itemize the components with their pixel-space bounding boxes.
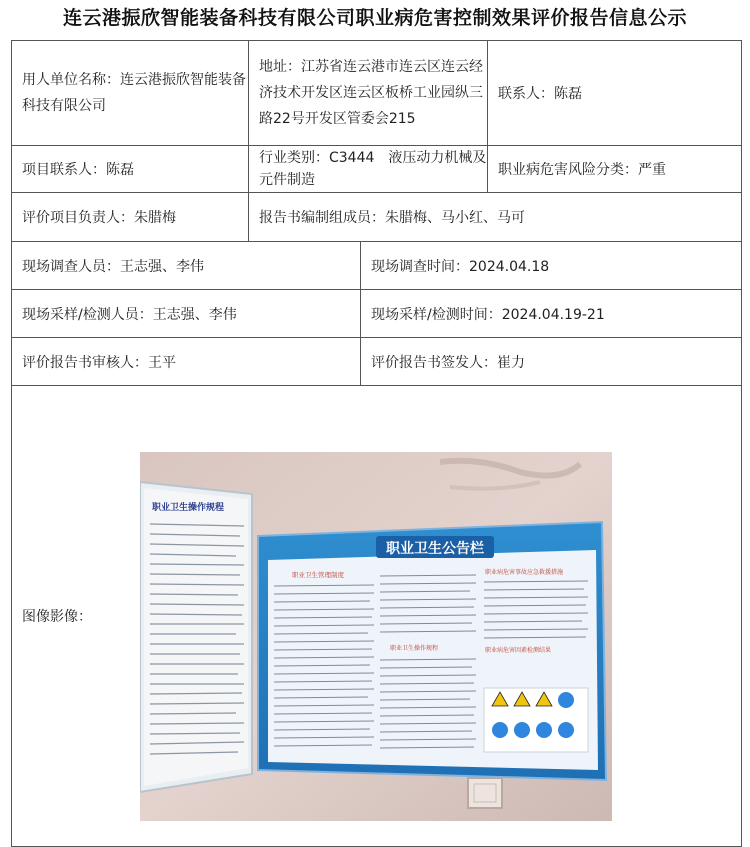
- survey-time: 现场调查时间：2024.04.18: [371, 258, 550, 275]
- right-board-title: 职业卫生公告栏: [386, 541, 484, 557]
- sampling-staff: 现场采样/检测人员：王志强、李伟: [22, 306, 237, 323]
- industry: 行业类别：C3444 液压动力机械及元件制造: [259, 150, 487, 188]
- issuer-cell: [361, 338, 742, 386]
- wall-outlet: [468, 778, 502, 808]
- safety-signs: [484, 688, 588, 752]
- photo-svg: [140, 452, 612, 821]
- project-contact: 项目联系人：陈磊: [22, 162, 134, 178]
- survey-staff: 现场调查人员：王志强、李伟: [22, 258, 204, 275]
- contact-cell: [488, 41, 742, 146]
- right-board: [258, 522, 606, 780]
- reviewer-cell: [12, 338, 361, 386]
- project-contact-cell: [12, 146, 249, 193]
- sampling-time: 现场采样/检测时间：2024.04.19-21: [371, 306, 605, 323]
- section-title-3: 职业卫生操作规程: [390, 645, 439, 652]
- issuer: 评价报告书签发人：崔力: [371, 354, 525, 371]
- contact: 联系人：陈磊: [498, 86, 583, 102]
- report-members: 报告书编制组成员：朱腊梅、马小红、马可: [259, 210, 525, 226]
- employer-cell: [12, 41, 249, 146]
- sampling-staff-cell: [12, 290, 361, 338]
- employer-name: 用人单位名称：连云港振欣智能装备科技有限公司: [22, 72, 246, 114]
- sampling-time-cell: [361, 290, 742, 338]
- left-board-title: 职业卫生操作规程: [152, 503, 225, 513]
- address: 地址：江苏省连云港市连云区连云经济技术开发区连云区板桥工业园纵三路22号开发区管委会215: [259, 59, 483, 127]
- risk-class-cell: [488, 146, 742, 193]
- risk-class: 职业病危害风险分类：严重: [498, 162, 667, 178]
- industry-cell: [249, 146, 488, 193]
- project-lead-cell: [12, 193, 249, 242]
- address-cell: [249, 41, 488, 146]
- report-members-cell: [249, 193, 742, 242]
- survey-staff-cell: [12, 242, 361, 290]
- survey-time-cell: [361, 242, 742, 290]
- site-photo: [140, 452, 612, 821]
- section-title-2: 职业病危害事故应急救援措施: [485, 569, 564, 576]
- reviewer: 评价报告书审核人：王平: [22, 354, 176, 371]
- project-lead: 评价项目负责人：朱腊梅: [22, 210, 176, 226]
- page-title: 连云港振欣智能装备科技有限公司职业病危害控制效果评价报告信息公示: [62, 7, 687, 29]
- left-board: [140, 482, 252, 792]
- images-label: 图像影像：: [22, 609, 92, 625]
- section-title-1: 职业卫生管理制度: [292, 571, 344, 579]
- section-title-4: 职业病危害因素检测结果: [485, 647, 552, 654]
